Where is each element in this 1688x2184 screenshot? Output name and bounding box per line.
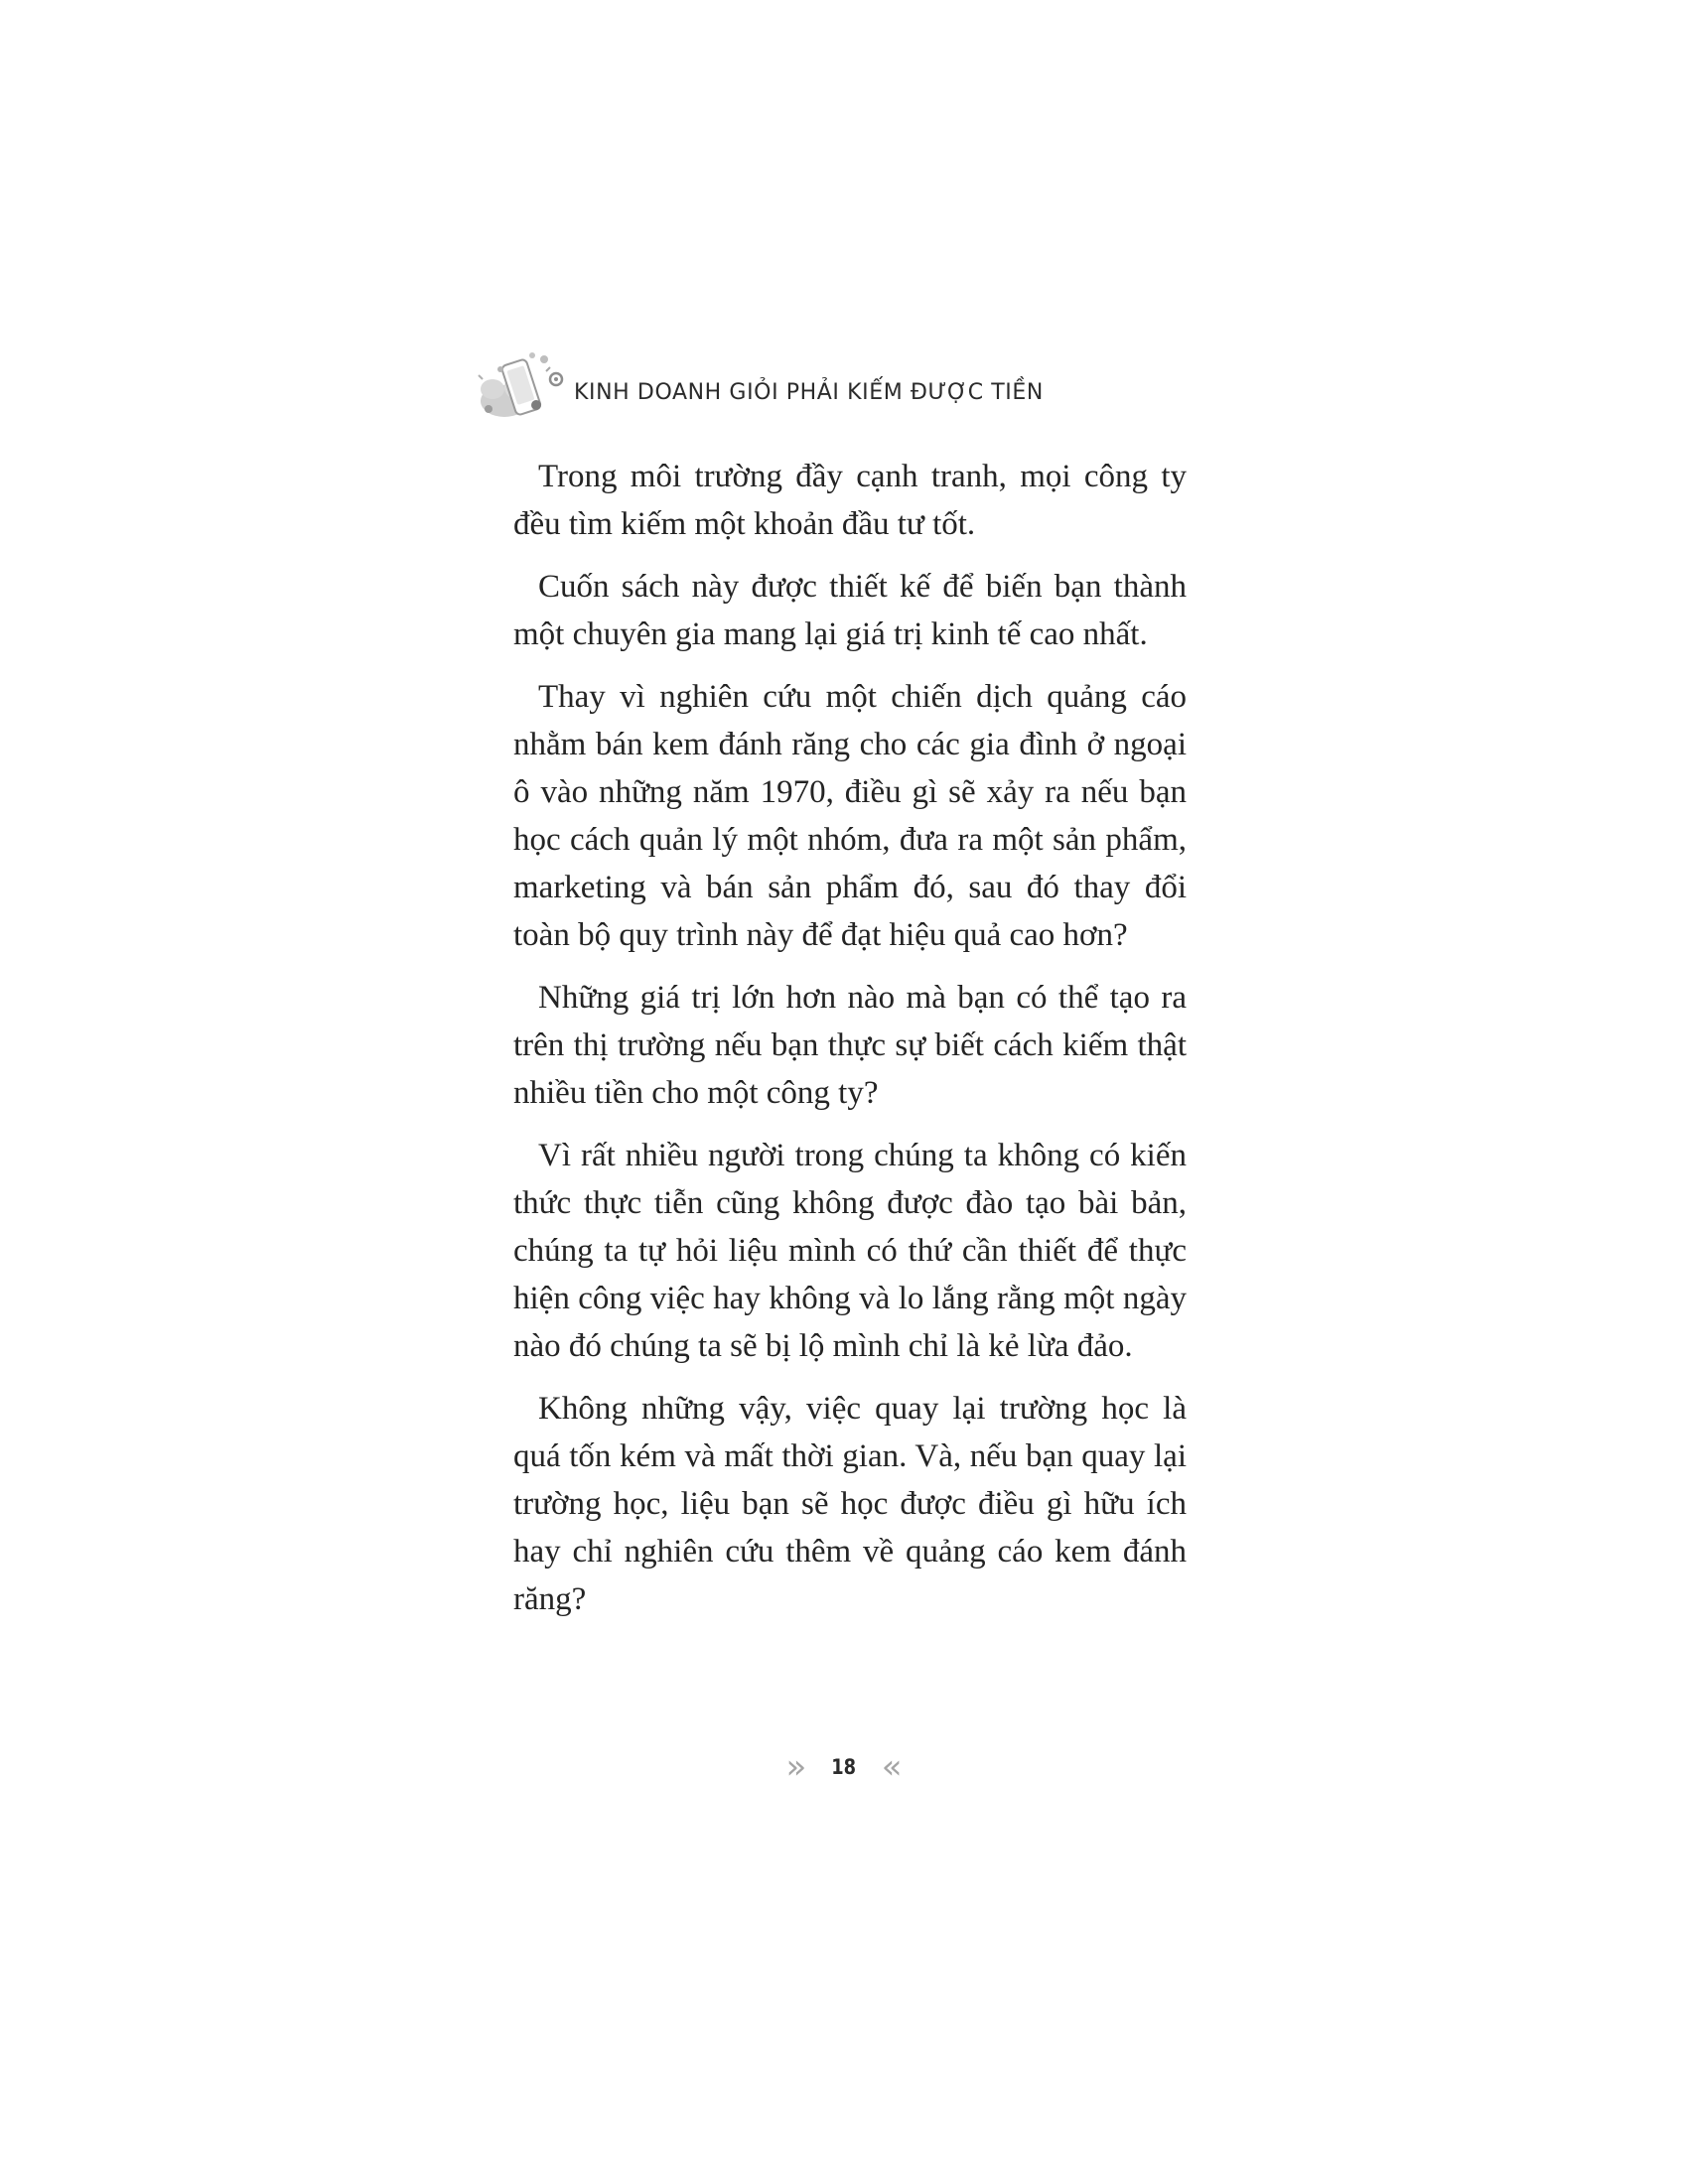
- phone-coins-illustration-icon: [475, 349, 570, 429]
- page-folio: [0, 1747, 1688, 1787]
- page-number: 18: [831, 1755, 857, 1779]
- page-header: [475, 349, 1229, 429]
- paragraph: Không những vậy, việc quay lại trường học là quá tốn kém và mất thời gian. Và, nếu bạn quay lại trường học, liệu bạn sẽ học được điều gì hữu ích hay chỉ nghiên cứu thêm về quảng cáo kem đánh răng?: [513, 1391, 1187, 1617]
- paragraph: Trong môi trường đầy cạnh tranh, mọi công ty đều tìm kiếm một khoản đầu tư tốt.: [513, 459, 1187, 542]
- folio-right-mark: «: [881, 1747, 903, 1787]
- folio-left-mark: »: [785, 1747, 807, 1787]
- paragraph: Thay vì nghiên cứu một chiến dịch quảng cáo nhằm bán kem đánh răng cho các gia đình ở ngoại ô vào những năm 1970, điều gì sẽ xảy ra nếu bạn học cách quản lý một nhóm, đưa ra một sản phẩm, marketing và bán sản phẩm đó, sau đó thay đổi toàn bộ quy trình này để đạt hiệu quả cao hơn?: [513, 679, 1187, 953]
- running-head-title: KINH DOANH GIỎI PHẢI KIẾM ĐƯỢC TIỀN: [574, 380, 1044, 405]
- body-text: [513, 453, 1187, 1638]
- paragraph: Cuốn sách này được thiết kế để biến bạn thành một chuyên gia mang lại giá trị kinh tế cao nhất.: [513, 569, 1187, 652]
- paragraph: Vì rất nhiều người trong chúng ta không có kiến thức thực tiễn cũng không được đào tạo bài bản, chúng ta tự hỏi liệu mình có thứ cần thiết để thực hiện công việc hay không và lo lắng rằng một ngày nào đó chúng ta sẽ bị lộ mình chỉ là kẻ lừa đảo.: [513, 1138, 1187, 1364]
- paragraph: Những giá trị lớn hơn nào mà bạn có thể tạo ra trên thị trường nếu bạn thực sự biết cách kiếm thật nhiều tiền cho một công ty?: [513, 980, 1187, 1111]
